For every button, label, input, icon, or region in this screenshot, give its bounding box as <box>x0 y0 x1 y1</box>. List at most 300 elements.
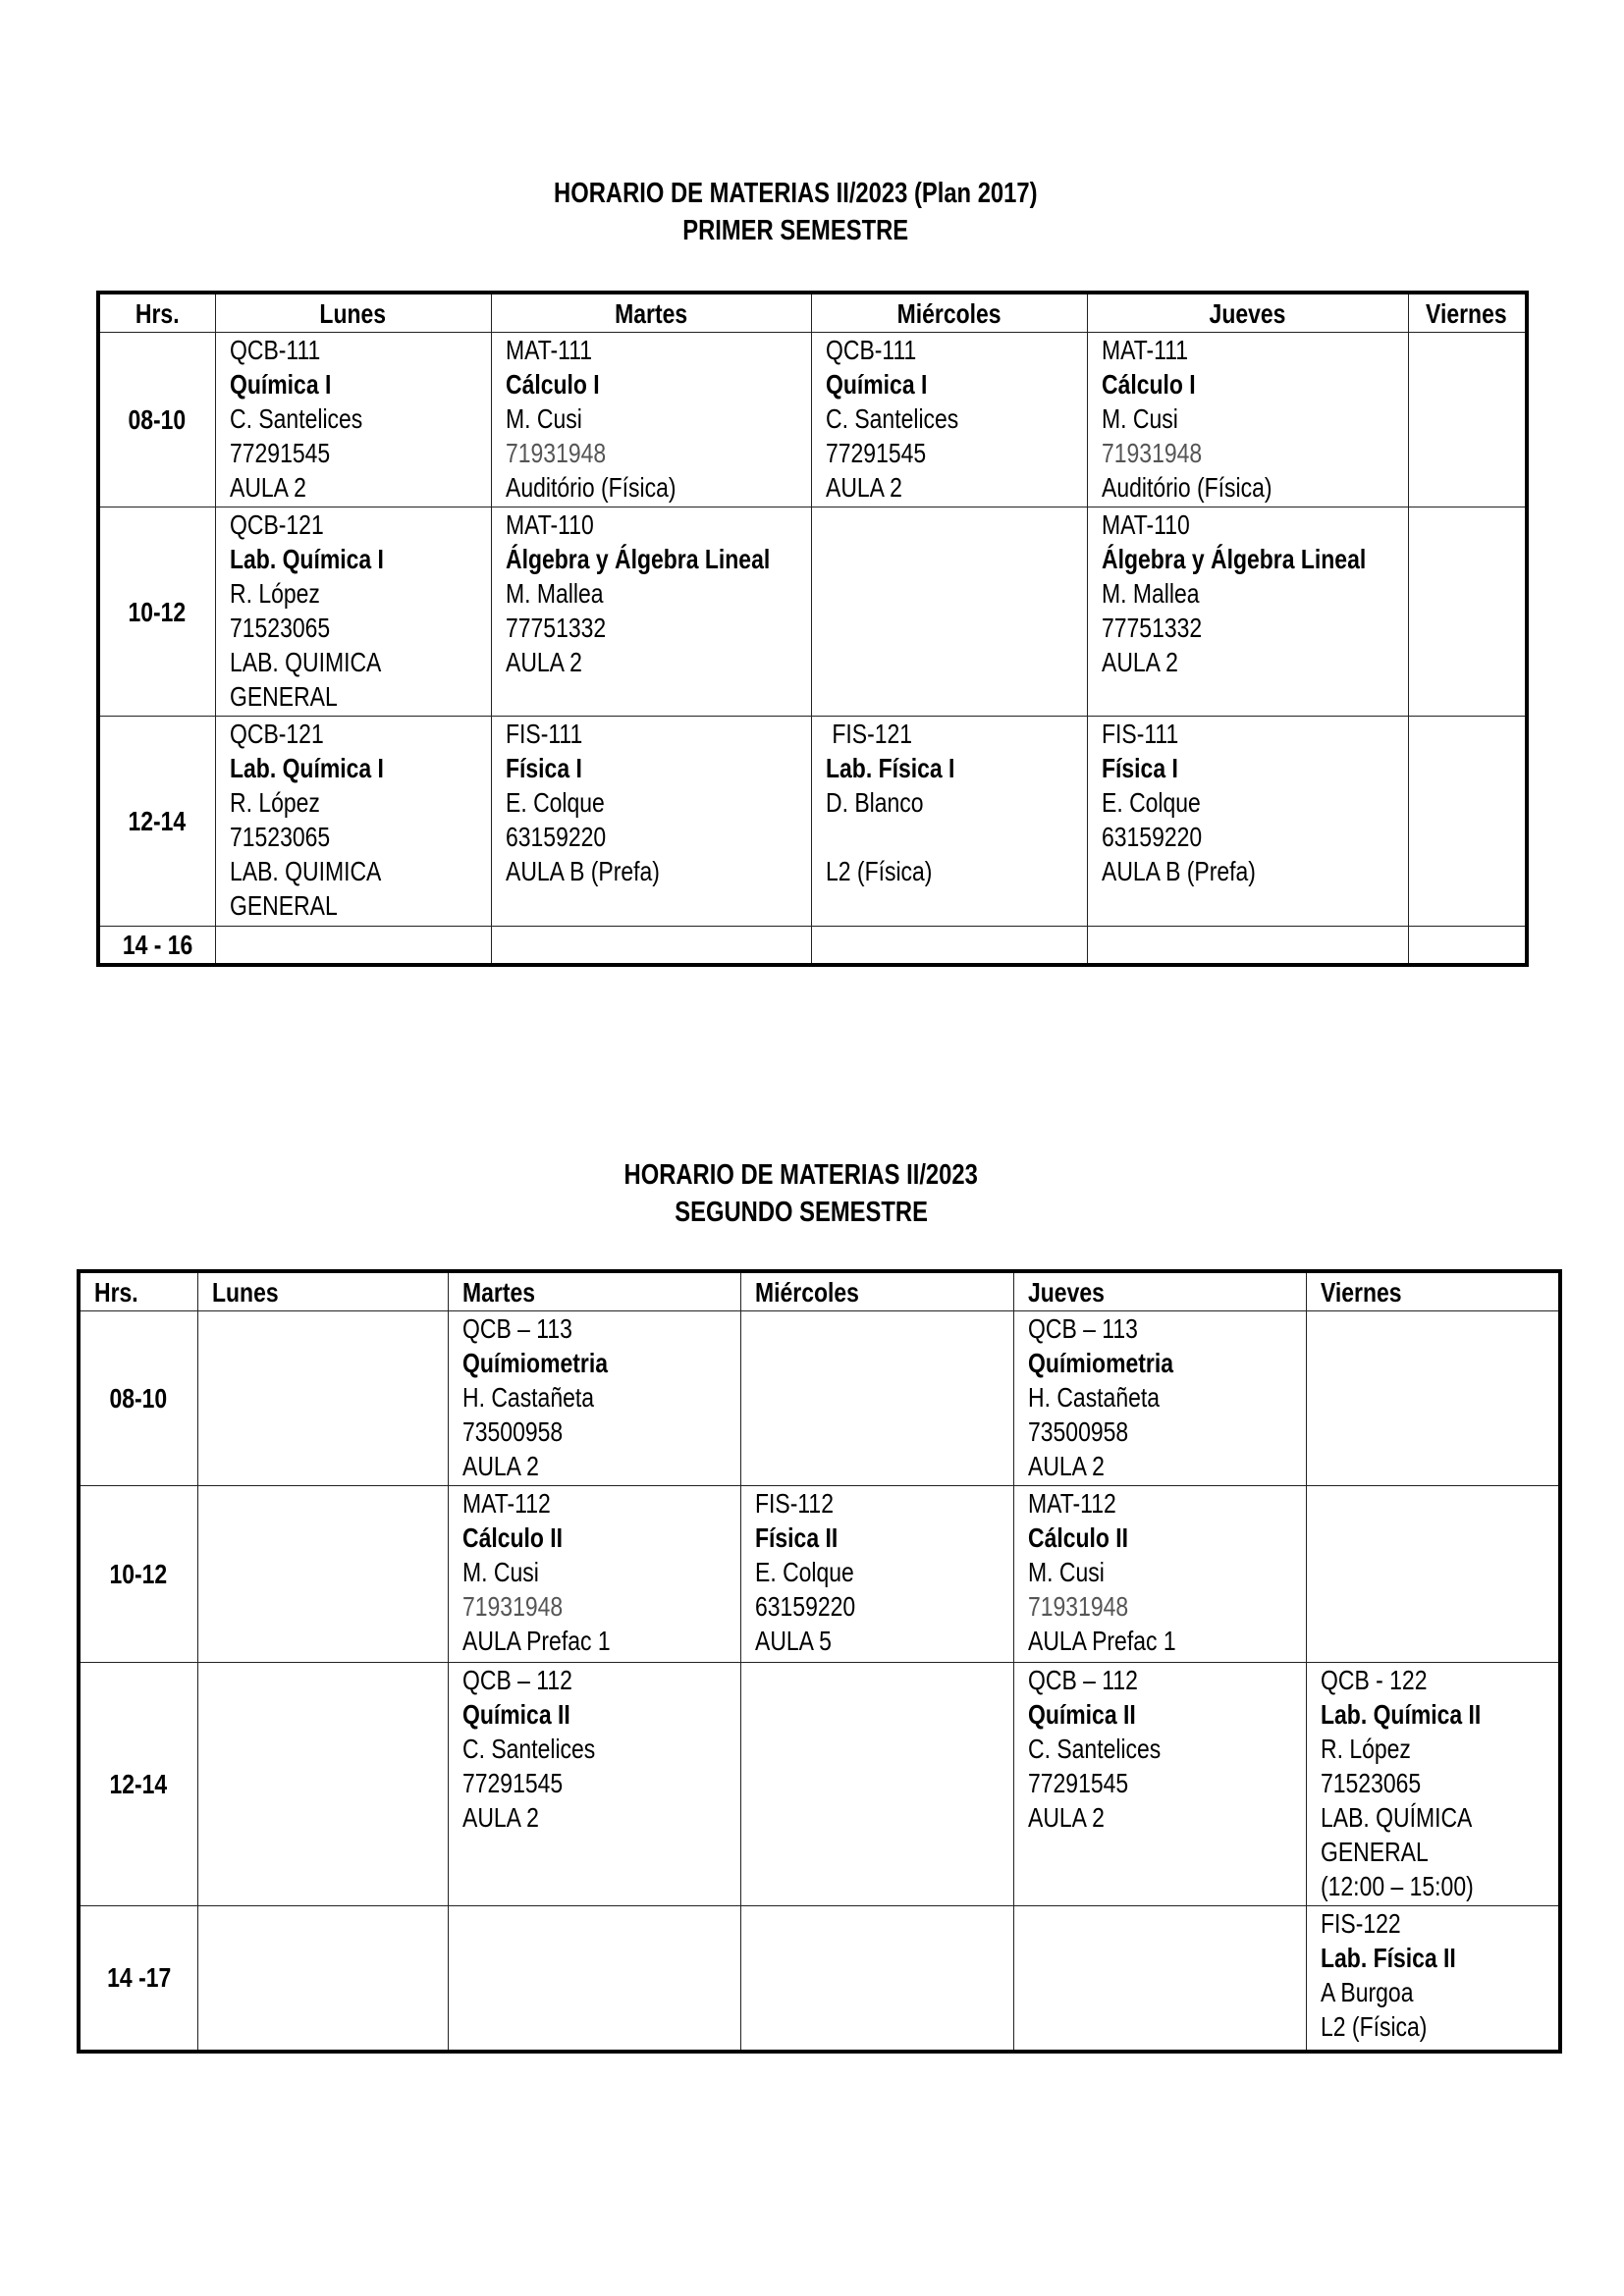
cell-text: E. Colque <box>505 787 605 818</box>
phone <box>1321 2009 1559 2044</box>
cell-text: 71931948 <box>461 1591 563 1622</box>
course-name <box>1321 1697 1559 1732</box>
course-name <box>1028 1521 1306 1555</box>
schedule-table-segundo-semestre <box>77 1269 1562 2054</box>
course-name <box>462 1346 740 1380</box>
column-header <box>197 1271 448 1311</box>
hours-label: 08-10 <box>109 1383 168 1414</box>
column-header <box>448 1271 740 1311</box>
table-row <box>79 1663 1560 1906</box>
cell-text: L2 (Física) <box>825 856 932 886</box>
course-cell <box>1087 333 1408 507</box>
cell-text: Física I <box>505 753 582 783</box>
cell-text: Álgebra y Álgebra Lineal <box>505 544 770 574</box>
phone <box>755 1589 1013 1624</box>
cell-text: MAT-111 <box>1101 335 1188 365</box>
room <box>230 645 491 679</box>
course-cell <box>1013 1663 1306 1906</box>
course-cell <box>491 507 811 717</box>
course-code <box>826 717 1087 751</box>
cell-text: AULA 2 <box>461 1451 539 1481</box>
cell-text: H. Castañeta <box>461 1382 594 1413</box>
hours-cell <box>98 927 215 965</box>
phone <box>506 436 811 470</box>
column-header-label: Viernes <box>1320 1276 1402 1308</box>
room <box>826 854 1087 888</box>
cell-text: Química II <box>1027 1699 1136 1730</box>
instructor <box>462 1555 740 1589</box>
cell-text: FIS-121 <box>825 719 912 749</box>
hours-cell <box>98 717 215 927</box>
course-cell <box>811 333 1087 507</box>
room-detail <box>1321 1869 1559 1903</box>
cell-text: Física I <box>1101 753 1178 783</box>
cell-text: LAB. QUIMICA <box>229 647 381 677</box>
cell-text: C. Santelices <box>461 1734 595 1764</box>
cell-text: QCB – 113 <box>1027 1313 1138 1344</box>
cell-text: 63159220 <box>754 1591 855 1622</box>
course-code <box>826 333 1087 367</box>
course-cell <box>215 507 491 717</box>
cell-text: Cálculo II <box>1027 1522 1128 1553</box>
cell-text: M. Mallea <box>505 578 604 609</box>
cell-text: 63159220 <box>1101 822 1202 852</box>
phone <box>1102 436 1408 470</box>
column-header <box>491 293 811 333</box>
cell-text: FIS-112 <box>754 1488 834 1519</box>
phone <box>230 820 491 854</box>
cell-text: Lab. Química I <box>229 544 384 574</box>
phone <box>826 436 1087 470</box>
column-header <box>811 293 1087 333</box>
cell-text: Químiometria <box>461 1348 608 1378</box>
room <box>462 1449 740 1483</box>
course-code <box>1028 1486 1306 1521</box>
column-header <box>740 1271 1013 1311</box>
course-cell <box>1013 1311 1306 1486</box>
cell-text: Lab. Química I <box>229 753 384 783</box>
instructor <box>462 1732 740 1766</box>
cell-text: AULA B (Prefa) <box>505 856 660 886</box>
cell-text: AULA 2 <box>229 472 306 503</box>
cell-text: QCB-111 <box>825 335 916 365</box>
cell-text: E. Colque <box>754 1557 854 1587</box>
cell-text: 77291545 <box>229 438 330 468</box>
empty-cell <box>215 927 491 965</box>
course-code <box>1102 717 1408 751</box>
cell-text: 73500958 <box>461 1416 563 1447</box>
room <box>230 854 491 888</box>
hours-label: 12-14 <box>109 1769 168 1799</box>
room <box>826 470 1087 505</box>
cell-text: MAT-110 <box>1101 509 1190 540</box>
hours-cell <box>98 507 215 717</box>
empty-cell <box>1087 927 1408 965</box>
cell-text: AULA B (Prefa) <box>1101 856 1256 886</box>
course-name <box>230 751 491 785</box>
cell-text: Auditório (Física) <box>1101 472 1272 503</box>
room <box>1321 1800 1559 1835</box>
cell-text: 71523065 <box>229 822 330 852</box>
cell-text: GENERAL <box>229 681 338 712</box>
title-line: HORARIO DE MATERIAS II/2023 (Plan 2017) <box>553 178 1038 209</box>
cell-text: Químiometria <box>1027 1348 1173 1378</box>
cell-text: GENERAL <box>229 890 338 921</box>
room <box>1102 645 1408 679</box>
column-header <box>1013 1271 1306 1311</box>
column-header <box>1306 1271 1560 1311</box>
cell-text: R. López <box>1320 1734 1411 1764</box>
phone <box>826 820 1087 854</box>
phone <box>506 611 811 645</box>
empty-cell <box>197 1906 448 2052</box>
cell-text: LAB. QUIMICA <box>229 856 381 886</box>
table-row <box>98 333 1527 507</box>
cell-text: Álgebra y Álgebra Lineal <box>1101 544 1366 574</box>
cell-text: 77291545 <box>1027 1768 1128 1798</box>
instructor <box>506 401 811 436</box>
cell-text: M. Cusi <box>461 1557 539 1587</box>
instructor <box>506 785 811 820</box>
course-code <box>230 717 491 751</box>
cell-text: MAT-111 <box>505 335 592 365</box>
cell-text: Lab. Química II <box>1320 1699 1481 1730</box>
column-header-label: Miércoles <box>896 297 1001 329</box>
empty-cell <box>811 507 1087 717</box>
cell-text: Química I <box>229 369 331 400</box>
cell-text: 71931948 <box>1101 438 1202 468</box>
cell-text: QCB-121 <box>229 719 324 749</box>
cell-text: 71931948 <box>505 438 606 468</box>
empty-cell <box>197 1311 448 1486</box>
course-code <box>755 1486 1013 1521</box>
course-code <box>1028 1311 1306 1346</box>
course-cell <box>811 717 1087 927</box>
cell-text: AULA Prefac 1 <box>461 1626 611 1656</box>
cell-text: AULA 2 <box>1027 1451 1105 1481</box>
hours-cell <box>98 333 215 507</box>
course-name <box>506 367 811 401</box>
cell-text: Cálculo I <box>1101 369 1196 400</box>
cell-text: (12:00 – 15:00) <box>1320 1871 1474 1901</box>
phone <box>1102 820 1408 854</box>
hours-cell <box>79 1663 197 1906</box>
course-cell <box>448 1311 740 1486</box>
phone <box>230 436 491 470</box>
cell-text: AULA 2 <box>825 472 902 503</box>
instructor <box>1028 1732 1306 1766</box>
empty-cell <box>811 927 1087 965</box>
column-header <box>98 293 215 333</box>
instructor <box>1321 1732 1559 1766</box>
schedule-table-primer-semestre <box>96 291 1529 967</box>
table-row <box>98 717 1527 927</box>
course-name <box>1102 751 1408 785</box>
cell-text: QCB - 122 <box>1320 1665 1427 1695</box>
cell-text: MAT-112 <box>461 1488 551 1519</box>
room <box>462 1800 740 1835</box>
phone <box>1102 611 1408 645</box>
hours-cell <box>79 1906 197 2052</box>
instructor <box>755 1555 1013 1589</box>
cell-text: QCB – 112 <box>461 1665 572 1695</box>
cell-text: AULA Prefac 1 <box>1027 1626 1176 1656</box>
cell-text: 71523065 <box>1320 1768 1421 1798</box>
instructor <box>1028 1555 1306 1589</box>
course-name <box>826 367 1087 401</box>
column-header-label: Hrs. <box>135 297 180 329</box>
cell-text: L2 (Física) <box>1320 2011 1427 2042</box>
room-detail <box>230 888 491 923</box>
course-code <box>1321 1663 1559 1697</box>
empty-cell <box>1408 927 1527 965</box>
cell-text: 77751332 <box>1101 613 1202 643</box>
cell-text: Química I <box>825 369 927 400</box>
empty-cell <box>740 1311 1013 1486</box>
cell-text: M. Cusi <box>1101 403 1178 434</box>
phone <box>1028 1415 1306 1449</box>
phone <box>1028 1589 1306 1624</box>
cell-text: Química II <box>461 1699 570 1730</box>
cell-text: Cálculo II <box>461 1522 563 1553</box>
table-row <box>98 507 1527 717</box>
column-header-label: Miércoles <box>754 1276 859 1308</box>
cell-text: MAT-110 <box>505 509 594 540</box>
cell-text: D. Blanco <box>825 787 924 818</box>
hours-label: 10-12 <box>109 1559 168 1589</box>
hours-cell <box>79 1311 197 1486</box>
cell-text: H. Castañeta <box>1027 1382 1160 1413</box>
cell-text: C. Santelices <box>1027 1734 1161 1764</box>
instructor <box>506 576 811 611</box>
column-header-label: Martes <box>461 1276 535 1308</box>
course-cell <box>740 1486 1013 1663</box>
empty-cell <box>197 1486 448 1663</box>
course-name <box>462 1521 740 1555</box>
cell-text: 71523065 <box>229 613 330 643</box>
course-cell <box>1087 717 1408 927</box>
course-code <box>506 507 811 542</box>
course-code <box>462 1486 740 1521</box>
course-code <box>506 717 811 751</box>
instructor <box>230 785 491 820</box>
course-code <box>1321 1906 1559 1941</box>
column-header-label: Viernes <box>1426 297 1508 329</box>
course-cell <box>1087 507 1408 717</box>
instructor <box>1321 1975 1559 2009</box>
course-code <box>506 333 811 367</box>
course-cell <box>491 717 811 927</box>
course-cell <box>1013 1486 1306 1663</box>
empty-cell <box>491 927 811 965</box>
column-header-label: Jueves <box>1209 297 1286 329</box>
cell-text: QCB – 112 <box>1027 1665 1138 1695</box>
room <box>755 1624 1013 1658</box>
empty-cell <box>1013 1906 1306 2052</box>
title-primer-semestre <box>0 175 1624 249</box>
empty-cell <box>197 1663 448 1906</box>
subtitle-line: PRIMER SEMESTRE <box>682 215 908 246</box>
column-header-label: Martes <box>614 297 688 329</box>
column-header <box>1408 293 1527 333</box>
cell-text: A Burgoa <box>1320 1977 1413 2007</box>
cell-text: FIS-111 <box>505 719 582 749</box>
course-code <box>230 507 491 542</box>
empty-cell <box>1408 507 1527 717</box>
cell-text: Lab. Física II <box>1320 1943 1456 1973</box>
phone <box>1321 1766 1559 1800</box>
instructor <box>1102 576 1408 611</box>
empty-cell <box>448 1906 740 2052</box>
cell-text: R. López <box>229 787 320 818</box>
table-row <box>79 1311 1560 1486</box>
column-header <box>1087 293 1408 333</box>
course-name <box>462 1697 740 1732</box>
room <box>506 645 811 679</box>
cell-text: M. Cusi <box>1027 1557 1105 1587</box>
phone <box>230 611 491 645</box>
cell-text: LAB. QUÍMICA <box>1320 1802 1472 1833</box>
header-row <box>98 293 1527 333</box>
room <box>1028 1449 1306 1483</box>
instructor <box>462 1380 740 1415</box>
instructor <box>230 401 491 436</box>
cell-text: C. Santelices <box>229 403 362 434</box>
course-code <box>230 333 491 367</box>
instructor <box>826 785 1087 820</box>
cell-text: FIS-111 <box>1101 719 1178 749</box>
hours-label: 10-12 <box>128 596 187 627</box>
table-row <box>98 927 1527 965</box>
room <box>506 854 811 888</box>
room <box>506 470 811 505</box>
course-code <box>462 1663 740 1697</box>
empty-cell <box>1408 333 1527 507</box>
room <box>1028 1624 1306 1658</box>
instructor <box>1102 785 1408 820</box>
cell-text: M. Mallea <box>1101 578 1200 609</box>
cell-text: Cálculo I <box>505 369 600 400</box>
empty-cell <box>1306 1486 1560 1663</box>
cell-text: GENERAL <box>1320 1837 1429 1867</box>
cell-text: M. Cusi <box>505 403 582 434</box>
cell-text: Lab. Física I <box>825 753 954 783</box>
cell-text: Física II <box>754 1522 838 1553</box>
room <box>1028 1800 1306 1835</box>
column-header-label: Hrs. <box>94 1276 138 1308</box>
cell-text: Auditório (Física) <box>505 472 677 503</box>
column-header-label: Lunes <box>319 297 387 329</box>
phone <box>462 1415 740 1449</box>
course-name <box>1102 542 1408 576</box>
room <box>462 1624 740 1658</box>
room <box>230 470 491 505</box>
cell-text: AULA 2 <box>1101 647 1178 677</box>
instructor <box>826 401 1087 436</box>
cell-text: 71931948 <box>1027 1591 1128 1622</box>
course-cell <box>448 1486 740 1663</box>
course-name <box>1321 1941 1559 1975</box>
cell-text: C. Santelices <box>825 403 958 434</box>
course-cell <box>448 1663 740 1906</box>
instructor <box>230 576 491 611</box>
cell-text: AULA 5 <box>754 1626 832 1656</box>
cell-text: R. López <box>229 578 320 609</box>
cell-text: QCB – 113 <box>461 1313 572 1344</box>
phone <box>1028 1766 1306 1800</box>
course-name <box>230 542 491 576</box>
course-cell <box>215 717 491 927</box>
cell-text: AULA 2 <box>461 1802 539 1833</box>
cell-text: 73500958 <box>1027 1416 1128 1447</box>
title-line: HORARIO DE MATERIAS II/2023 <box>623 1159 979 1191</box>
instructor <box>1028 1380 1306 1415</box>
instructor <box>1102 401 1408 436</box>
cell-text: E. Colque <box>1101 787 1201 818</box>
course-cell <box>1306 1663 1560 1906</box>
hours-cell <box>79 1486 197 1663</box>
phone <box>462 1766 740 1800</box>
empty-cell <box>740 1663 1013 1906</box>
phone <box>462 1589 740 1624</box>
column-header <box>215 293 491 333</box>
course-code <box>1102 507 1408 542</box>
cell-text: 77291545 <box>825 438 926 468</box>
hours-label: 12-14 <box>128 806 187 836</box>
course-name <box>506 542 811 576</box>
room-detail <box>1321 1835 1559 1869</box>
course-cell <box>215 333 491 507</box>
table-row <box>79 1906 1560 2052</box>
course-name <box>826 751 1087 785</box>
column-header-label: Jueves <box>1027 1276 1105 1308</box>
hours-label: 08-10 <box>128 404 187 435</box>
header-row <box>79 1271 1560 1311</box>
course-cell <box>1306 1906 1560 2052</box>
course-name <box>1102 367 1408 401</box>
course-code <box>1102 333 1408 367</box>
cell-text: FIS-122 <box>1320 1908 1401 1939</box>
column-header-label: Lunes <box>211 1276 279 1308</box>
course-code <box>462 1311 740 1346</box>
cell-text: MAT-112 <box>1027 1488 1116 1519</box>
empty-cell <box>1306 1311 1560 1486</box>
cell-text: 77291545 <box>461 1768 563 1798</box>
phone <box>506 820 811 854</box>
course-cell <box>491 333 811 507</box>
empty-cell <box>1408 717 1527 927</box>
title-segundo-semestre <box>0 1156 1624 1231</box>
cell-text: 63159220 <box>505 822 606 852</box>
hours-label: 14 - 16 <box>122 929 192 960</box>
room <box>1102 470 1408 505</box>
course-name <box>230 367 491 401</box>
cell-text: 77751332 <box>505 613 606 643</box>
course-code <box>1028 1663 1306 1697</box>
cell-text: QCB-121 <box>229 509 324 540</box>
cell-text: QCB-111 <box>229 335 320 365</box>
column-header <box>79 1271 197 1311</box>
cell-text: AULA 2 <box>505 647 582 677</box>
subtitle-line: SEGUNDO SEMESTRE <box>675 1197 928 1228</box>
cell-text: AULA 2 <box>1027 1802 1105 1833</box>
hours-label: 14 -17 <box>106 1962 171 1994</box>
table-row <box>79 1486 1560 1663</box>
course-name <box>1028 1346 1306 1380</box>
room-detail <box>230 679 491 714</box>
empty-cell <box>740 1906 1013 2052</box>
course-name <box>1028 1697 1306 1732</box>
